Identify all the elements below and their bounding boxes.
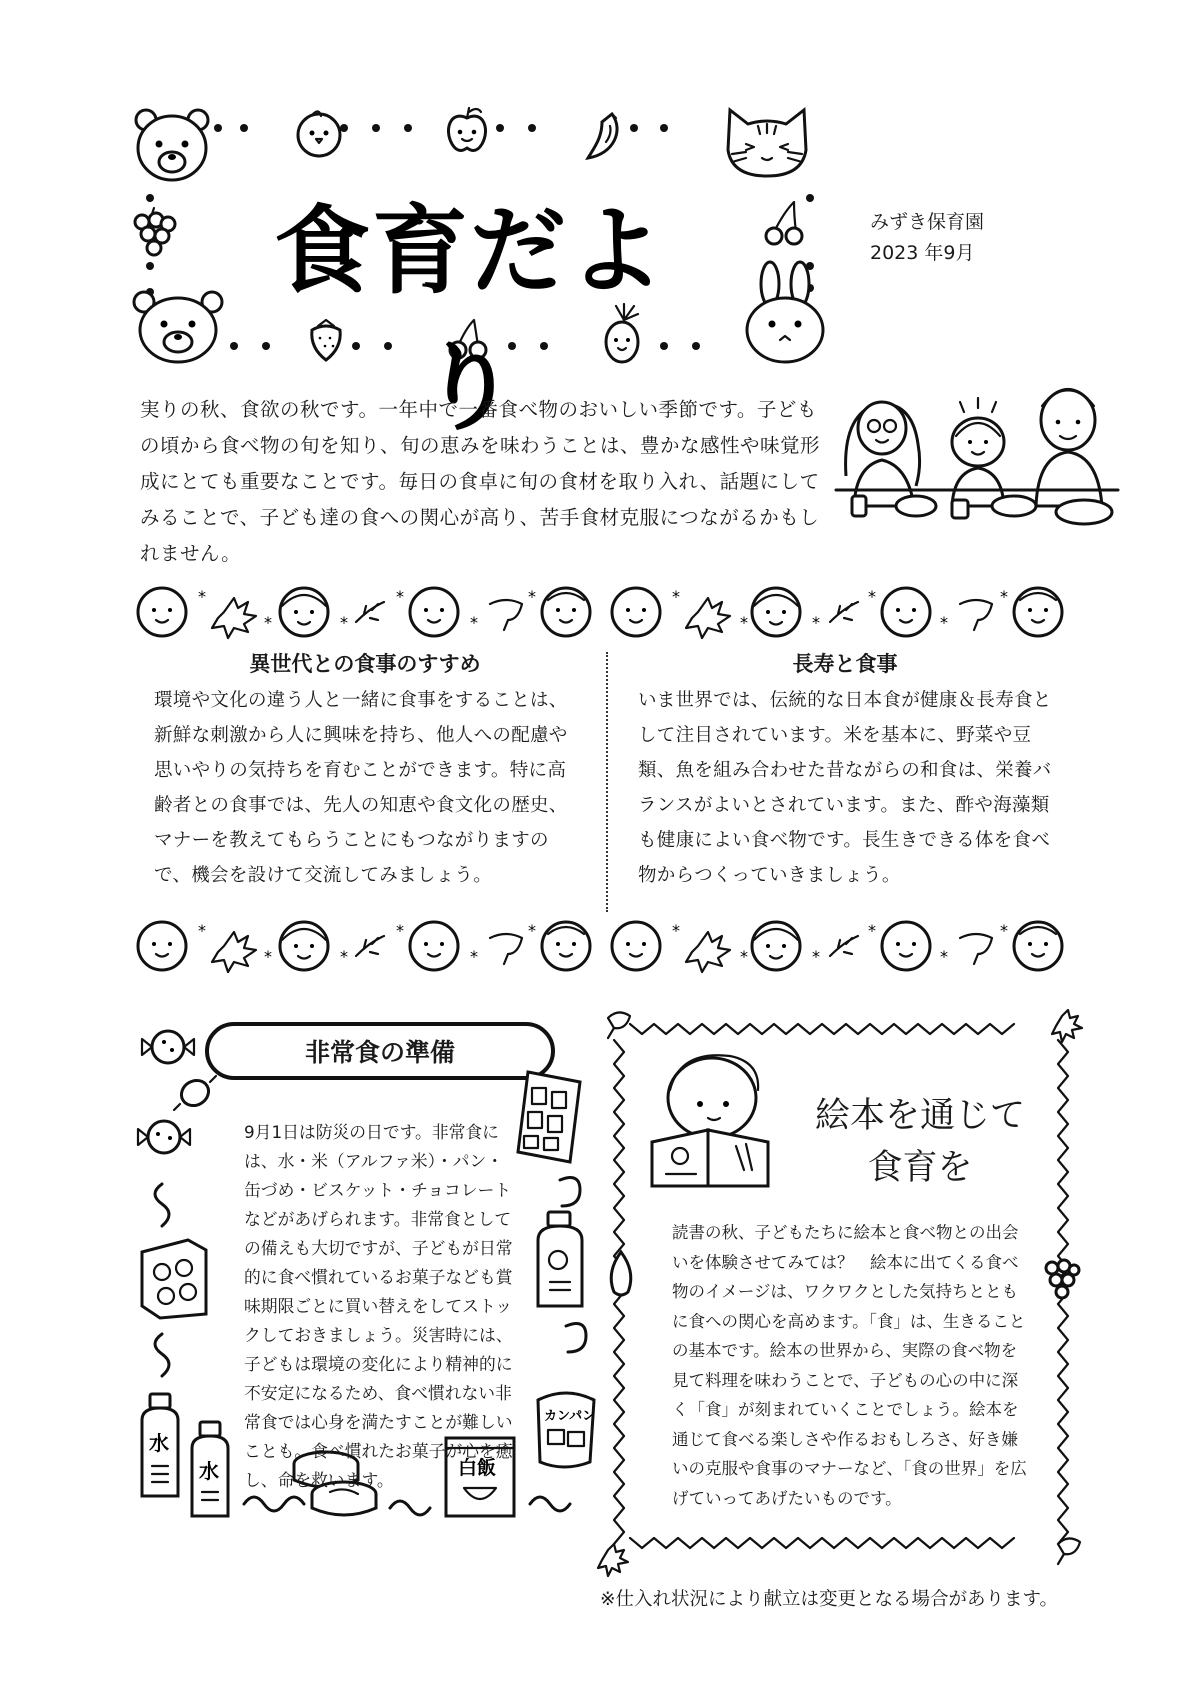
frame-dot [660,124,668,132]
face-icon [752,588,800,636]
banana-icon [580,108,630,164]
cherry-icon [760,198,810,248]
child-reading-book-illustration [646,1050,776,1190]
maple-leaf-icon [212,598,256,638]
svg-text:*: * [672,587,680,606]
face-icon [280,588,328,636]
svg-text:*: * [470,613,478,632]
longevity-body: いま世界では、伝統的な日本食が健康＆長寿食として注目されています。米を基本に、野菜や豆類、魚を組み合わせた昔ながらの和食は、栄養バランスがよいとされています。また、酢や海藻類も健康によい食べ物です。長生きできる体を食べ物からつくっていきましょう。 [638,690,1052,886]
frame-dot [372,124,380,132]
maple-leaf-icon [686,598,730,638]
water-label: 水 [199,1459,219,1483]
svg-text:*: * [264,947,272,966]
candy-icon [134,1112,194,1162]
grapes-icon [128,206,178,260]
leaf-icon [356,602,384,622]
picturebook-title [785,1090,1055,1194]
swirl-icon [560,1318,600,1364]
svg-text:*: * [740,613,748,632]
intro-text: 実りの秋、食欲の秋です。一年中で一番食べ物のおいしい季節です。子どもの頃から食べ物の旬を知り、旬の恵みを味わうことは、豊かな感性や味覚形成にとても重要なことです。毎日の食卓に旬の食材を取り入れ、話題にしてみることで、子ども達の食への関心が高り、苦手食材克服につながるかもしれません。 [140,398,821,565]
leaf-icon [356,936,384,956]
biscuit-box-icon [136,1234,212,1320]
svg-text:*: * [740,947,748,966]
svg-text:*: * [470,947,478,966]
water-bottle-icon [134,1392,186,1502]
leaf-icon [830,936,858,956]
face-icon [1014,588,1062,636]
svg-text:*: * [264,613,272,632]
bear-icon [132,286,224,366]
frame-dot [214,124,222,132]
rice-label: 白飯 [458,1457,497,1479]
school-info [870,207,984,269]
face-icon [542,588,590,636]
maple-leaf-icon [686,932,730,972]
bear-icon [132,106,212,186]
maple-leaf-icon [212,932,256,972]
face-icon [410,588,458,636]
frame-dot [404,124,412,132]
column-divider [606,652,608,912]
swirl-icon [142,1180,182,1230]
svg-text:*: * [198,921,206,940]
face-icon [410,922,458,970]
candy-icon [170,1070,220,1116]
chestnut-icon [604,1248,638,1298]
school-name: みずき保育園 [870,211,985,233]
longevity-heading: 長寿と食事 [792,652,898,676]
intergenerational-body: 環境や文化の違う人と一緒に食事をすることは、新鮮な刺激から人に興味を持ち、他人への配慮や思いやりの気持ちを育むことができます。特に高齢者との食事では、先人の知恵や食文化の歴史、マナーを教えてもらうことにもつながりますので、機会を設けて交流してみましょう。 [154,690,568,886]
svg-text:*: * [1000,587,1008,606]
ginkgo-leaf-icon [960,600,992,630]
svg-text:*: * [940,613,948,632]
rabbit-icon [742,262,828,366]
frame-dot [496,124,504,132]
face-icon [138,922,186,970]
picturebook-title-line2: 食育を [867,1148,973,1188]
frame-dot [230,342,238,350]
face-icon [882,922,930,970]
footnote: ※仕入れ状況により献立は変更となる場合があります。 [600,1589,1059,1610]
water-label: 水 [149,1431,169,1455]
svg-text:*: * [340,613,348,632]
water-bottle-icon [184,1420,236,1520]
drink-bottle-icon [530,1210,590,1310]
face-icon [612,588,660,636]
emergency-heading: 非常食の準備 [205,1022,555,1080]
issue-date: 2023 年9月 [870,242,975,264]
kanpan-label: カンパン [544,1409,596,1424]
frame-dot [146,262,154,270]
leaf-icon [830,602,858,622]
ginkgo-leaf-icon [960,934,992,964]
emergency-body: 9月1日は防災の日です。非常食には、水・米（アルファ米）・パン・缶づめ・ビスケット・チョコレートなどがあげられます。非常食としての備えも大切ですが、子どもが日常的に食べ慣れているお菓子なども賞味期限ごとに買い替えをしてストックしておきましょう。災害時には、子どもは環境の変化により精神的に不安定になるため、食べ慣れない非常食では心身を満たすことが難しいことも。食べ慣れたお菓子が心を癒し、命を救います。 [244,1122,513,1490]
svg-text:*: * [868,587,876,606]
svg-text:*: * [198,587,206,606]
svg-text:*: * [812,947,820,966]
svg-text:*: * [812,613,820,632]
ginkgo-leaf-icon [490,934,522,964]
face-icon [882,588,930,636]
svg-text:*: * [340,947,348,966]
candy-icon [138,1022,198,1072]
frame-dot [630,124,638,132]
svg-text:*: * [868,921,876,940]
face-icon [752,922,800,970]
picturebook-title-line1: 絵本を通じて [814,1096,1025,1136]
cat-icon [722,104,812,182]
chocolate-bar-icon [514,1068,586,1168]
svg-text:*: * [396,921,404,940]
svg-text:*: * [1000,921,1008,940]
swirl-icon [142,1330,182,1380]
ginkgo-leaf-icon [490,600,522,630]
face-icon [542,922,590,970]
svg-text:*: * [940,947,948,966]
svg-text:*: * [396,587,404,606]
family-meal-illustration [832,356,1122,536]
face-icon [612,922,660,970]
frame-dot [528,124,536,132]
frame-dot [240,124,248,132]
kanpan-can-icon [528,1384,604,1472]
apple-icon [442,104,492,156]
intergenerational-heading: 異世代との食事のすすめ [249,652,481,676]
svg-text:*: * [528,921,536,940]
picturebook-body: 読書の秋、子どもたちに絵本と食べ物との出会いを体験させてみては？ 絵本に出てくる食べ物のイメージは、ワクワクとした気持ちとともに食への関心を高めます。「食」は、生きることの基本です。絵本の世界から、実際の食べ物を見て料理を味わうことで、子どもの心の中に深く「食」が刻まれていくことでしょう。絵本を通じて食べる楽しさや作るおもしろさ、好き嫌いの克服や食事のマナーなど、「食の世界」を広げていってあげたいものです。 [672,1223,1027,1508]
chick-icon [294,108,344,158]
face-icon [1014,922,1062,970]
face-icon [138,588,186,636]
page-title: 食育だより [274,195,666,444]
face-icon [280,922,328,970]
svg-text:*: * [672,921,680,940]
frame-dot [146,194,154,202]
grapes-icon [1040,1256,1080,1300]
svg-text:*: * [528,587,536,606]
